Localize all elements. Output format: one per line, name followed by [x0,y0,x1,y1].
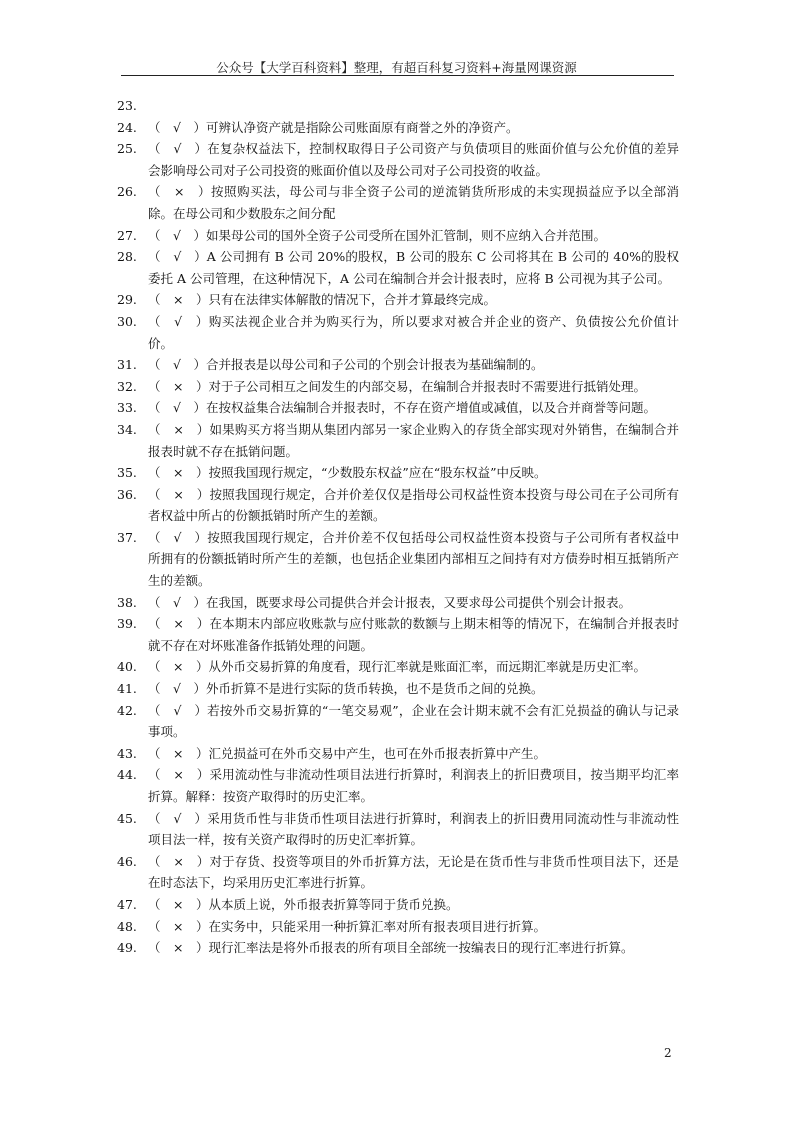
item-number: 32. [117,378,137,394]
item-number: 29. [117,292,137,308]
item-text: （ √ ）如果母公司的国外全资子公司受所在国外汇管制，则不应纳入合并范围。 [148,227,606,243]
list-item [117,613,679,656]
item-text: （ √ ）在我国，既要求母公司提供合并会计报表，又要求母公司提供个别会计报表。 [148,594,631,610]
item-text: （ × ）从外币交易折算的角度看，现行汇率就是账面汇率，而远期汇率就是历史汇率。 [148,659,646,675]
item-text: （ √ ）外币折算不是进行实际的货币转换，也不是货币之间的兑换。 [148,681,544,697]
list-item [117,311,679,354]
item-text: （ × ）从本质上说，外币报表折算等同于货币兑换。 [148,896,459,912]
list-item [117,397,679,419]
page-header: 公众号【大学百科资料】整理，有超百科复习资料+海量网课资源 [216,60,577,75]
item-number: 24. [117,119,137,135]
item-text: （ √ ）A 公司拥有 B 公司 20%的股权，B 公司的股东 C 公司将其在 B 公司的 40%的股权委托 A 公司管理，在这种情况下，A 公司在编制合并会计报表时，应将 B 公司视为其子公司。 [148,249,679,286]
list-item [117,225,679,247]
item-number: 25. [117,141,137,157]
list-item [117,894,679,916]
list-item [117,527,679,592]
list-item [117,700,679,743]
list-item [117,851,679,894]
item-number: 48. [117,918,137,934]
item-number: 37. [117,529,137,545]
item-number: 23. [117,98,137,113]
list-item [117,419,679,462]
item-number: 28. [117,249,137,265]
list-item [117,462,679,484]
item-text: （ √ ）采用货币性与非货币性项目法进行折算时，利润表上的折旧费用同流动性与非流动性项目法一样，按有关资产取得时的历史汇率折算。 [148,810,679,848]
item-text: （ × ）在本期末内部应收账款与应付账款的数额与上期末相等的情况下，在编制合并报表时就不存在对坏账准备作抵销处理的问题。 [148,616,679,653]
item-text: （ × ）只有在法律实体解散的情况下，合并才算最终完成。 [148,292,496,308]
item-text: （ × ）对于子公司相互之间发生的内部交易，在编制合并报表时不需要进行抵销处理。 [148,378,646,394]
item-text: （ √ ）在按权益集合法编制合并报表时，不存在资产增值或减值，以及合并商誉等问题。 [148,400,656,416]
item-text: （ √ ）在复杂权益法下，控制权取得日子公司资产与负债项目的账面价值与公允价值的差异会影响母公司对子公司投资的账面价值以及母公司对子公司投资的收益。 [148,141,679,178]
list-item [117,592,679,614]
page-number: 2 [664,1046,672,1060]
list-item [117,246,679,289]
item-text: （ √ ）可辨认净资产就是指除公司账面原有商誉之外的净资产。 [148,119,519,135]
list-item [117,138,679,181]
item-text: （ × ）按照购买法，母公司与非全资子公司的逆流销货所形成的未实现损益应予以全部消除。在母公司和少数股东之间分配 [148,184,679,221]
item-number: 39. [117,616,137,632]
item-number: 34. [117,421,137,437]
item-number: 31. [117,357,137,373]
item-number: 40. [117,659,137,675]
item-number: 33. [117,400,137,416]
header-rule [121,75,674,76]
list-item [117,937,679,959]
item-text: （ × ）对于存货、投资等项目的外币折算方法，无论是在货币性与非货币性项目法下，还是在时态法下，均采用历史汇率进行折算。 [148,853,679,891]
list-item [117,181,679,224]
item-number: 44. [117,767,137,783]
item-text: （ √ ）合并报表是以母公司和子公司的个别会计报表为基础编制的。 [148,357,544,373]
question-list [117,95,679,959]
item-number: 35. [117,465,137,481]
item-number: 26. [117,184,137,200]
item-text: （ √ ）若按外币交易折算的“一笔交易观”，企业在会计期末就不会有汇兑损益的确认与记录事项。 [148,702,679,740]
list-item [117,354,679,376]
item-text: （ × ）如果购买方将当期从集团内部另一家企业购入的存货全部实现对外销售，在编制合并报表时就不存在抵销问题。 [148,421,679,459]
item-number: 49. [117,940,137,956]
item-number: 41. [117,681,137,697]
item-number: 38. [117,594,137,610]
item-number: 47. [117,896,137,912]
item-text: （ × ）在实务中，只能采用一种折算汇率对所有报表项目进行折算。 [148,918,546,934]
item-number: 36. [117,486,137,502]
item-text: （ × ）现行汇率法是将外币报表的所有项目全部统一按编表日的现行汇率进行折算。 [148,940,634,956]
item-number: 27. [117,227,137,243]
item-text: （ √ ）购买法视企业合并为购买行为，所以要求对被合并企业的资产、负债按公允价值计价。 [148,313,679,351]
list-item [117,678,679,700]
item-text [148,95,679,117]
item-text: （ × ）按照我国现行规定，“少数股东权益”应在“股东权益”中反映。 [148,465,547,481]
list-item [117,656,679,678]
item-text: （ × ）采用流动性与非流动性项目法进行折算时，利润表上的折旧费项目，按当期平均汇率折算。解释：按资产取得时的历史汇率。 [148,767,679,804]
list-item [117,376,679,398]
list-item [117,289,679,311]
list-item [117,743,679,765]
item-text: （ × ）按照我国现行规定，合并价差仅仅是指母公司权益性资本投资与母公司在子公司所有者权益中所占的份额抵销时所产生的差额。 [148,486,679,524]
item-number: 30. [117,313,137,329]
item-text: （ √ ）按照我国现行规定，合并价差不仅包括母公司权益性资本投资与子公司所有者权益中所拥有的份额抵销时所产生的差额，也包括企业集团内部相互之间持有对方债券时相互抵销所产生的差额。 [148,529,679,589]
item-text: （ × ）汇兑损益可在外币交易中产生，也可在外币报表折算中产生。 [148,745,546,761]
item-number: 43. [117,745,137,761]
list-item [117,764,679,807]
list-item [117,117,679,139]
list-item [117,484,679,527]
list-item [117,808,679,851]
item-number: 46. [117,853,137,869]
item-number: 45. [117,810,137,826]
list-item [117,95,679,117]
list-item [117,916,679,938]
item-number: 42. [117,702,137,718]
